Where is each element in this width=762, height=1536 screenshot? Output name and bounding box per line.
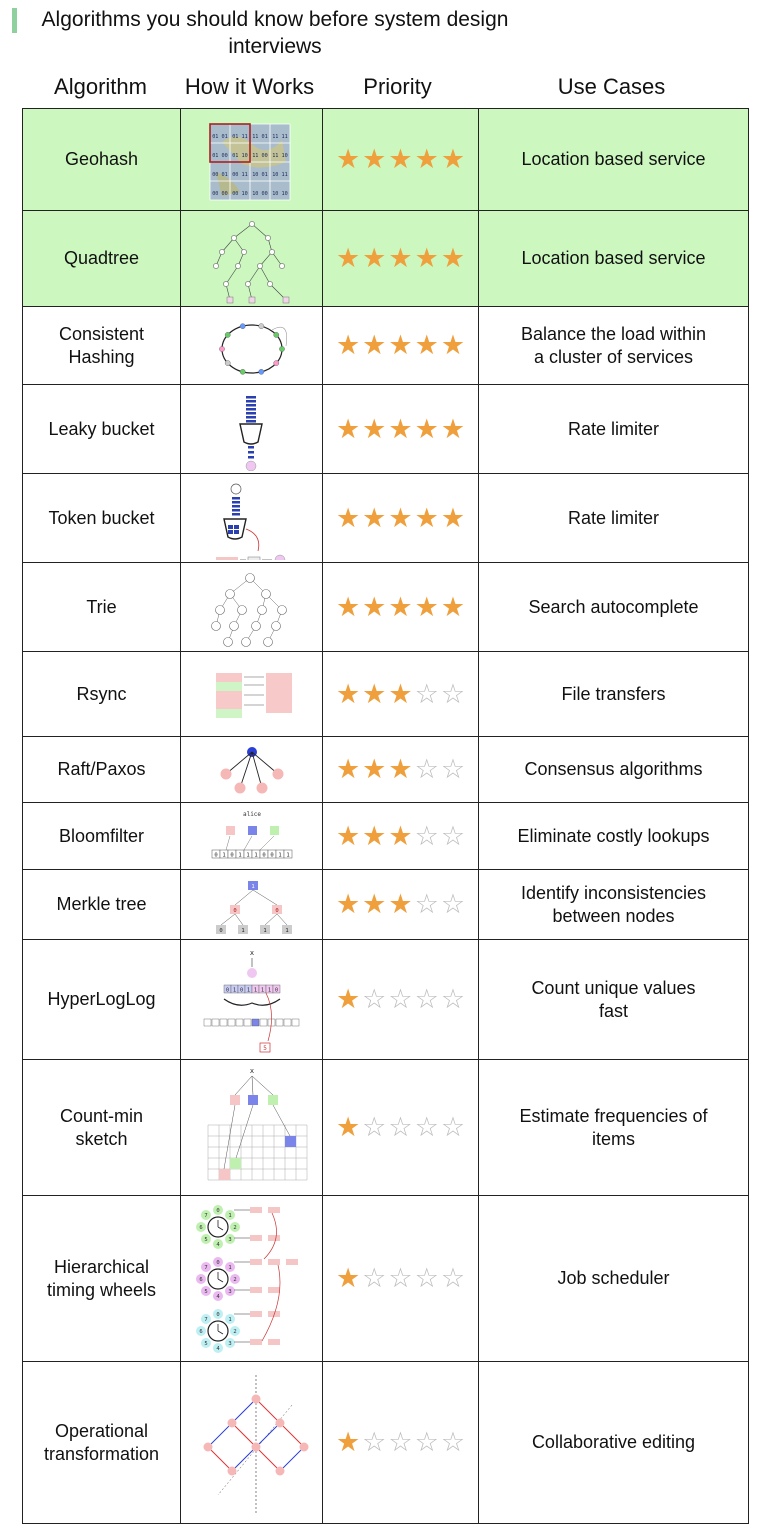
table-row	[23, 940, 749, 1060]
algorithm-name: Leaky bucket	[23, 385, 181, 474]
use-case: Collaborative editing	[479, 1362, 749, 1524]
how-it-works-cell	[181, 385, 323, 474]
svg-text:x: x	[249, 948, 254, 957]
svg-text:3: 3	[227, 1236, 232, 1243]
how-it-works-cell	[181, 563, 323, 652]
star-empty-icon: ☆	[388, 1427, 413, 1457]
star-filled-icon: ★	[362, 502, 387, 533]
star-empty-icon: ☆	[388, 984, 413, 1014]
svg-text:1: 1	[284, 927, 289, 934]
table-row	[23, 1362, 749, 1524]
algorithm-name: Trie	[23, 563, 181, 652]
star-filled-icon: ★	[440, 243, 466, 273]
how-it-works-cell	[181, 1196, 323, 1362]
table-row	[23, 563, 749, 652]
algorithm-name: Count-min sketch	[23, 1060, 181, 1196]
use-case: Rate limiter	[479, 474, 749, 563]
star-filled-icon: ★	[335, 820, 361, 851]
svg-text:01 00: 01 00	[211, 152, 228, 159]
svg-text:00 11: 00 11	[231, 171, 248, 178]
priority-rating	[323, 591, 478, 622]
priority-cell	[323, 474, 479, 563]
priority-cell	[323, 803, 479, 870]
svg-text:00 10: 00 10	[231, 190, 248, 197]
star-empty-icon: ☆	[414, 984, 439, 1014]
header-use-cases: Use Cases	[557, 74, 666, 99]
operational-transformation-diagram	[182, 1365, 322, 1521]
star-filled-icon: ★	[388, 502, 413, 533]
svg-text:01 10: 01 10	[231, 152, 248, 159]
how-it-works-cell	[181, 1060, 323, 1196]
priority-rating	[323, 1265, 478, 1292]
hash-ring-diagram	[182, 310, 322, 382]
how-it-works-cell	[181, 211, 323, 307]
priority-rating	[323, 1114, 478, 1141]
star-filled-icon: ★	[388, 243, 413, 273]
priority-rating	[323, 820, 478, 851]
star-filled-icon: ★	[335, 984, 361, 1014]
star-filled-icon: ★	[388, 330, 413, 360]
hyperloglog-diagram	[182, 943, 322, 1057]
how-it-works-cell	[181, 940, 323, 1060]
svg-text:1: 1	[285, 852, 290, 858]
svg-text:1: 1	[237, 852, 242, 858]
how-it-works-cell	[181, 109, 323, 211]
algorithm-name: Merkle tree	[23, 870, 181, 940]
table-row	[23, 737, 749, 803]
table-row	[23, 803, 749, 870]
star-filled-icon: ★	[362, 889, 387, 919]
svg-text:11 10: 11 10	[271, 152, 288, 159]
use-case: Job scheduler	[479, 1196, 749, 1362]
star-empty-icon: ☆	[362, 1263, 387, 1293]
star-filled-icon: ★	[414, 330, 439, 360]
svg-text:10 10: 10 10	[271, 190, 288, 197]
star-empty-icon: ☆	[362, 984, 387, 1014]
svg-text:10 00: 10 00	[251, 190, 268, 197]
star-filled-icon: ★	[388, 754, 413, 784]
svg-text:10 01: 10 01	[251, 171, 268, 178]
svg-text:4: 4	[215, 1293, 220, 1300]
star-filled-icon: ★	[362, 243, 387, 273]
svg-text:7: 7	[203, 1264, 208, 1271]
use-case: Eliminate costly lookups	[479, 803, 749, 870]
svg-text:0: 0	[269, 852, 274, 858]
svg-text:1: 1	[277, 852, 282, 858]
star-empty-icon: ☆	[362, 1112, 387, 1142]
svg-text:5: 5	[203, 1236, 208, 1243]
algorithm-name: Geohash	[23, 109, 181, 211]
algorithm-name: Raft/Paxos	[23, 737, 181, 803]
star-empty-icon: ☆	[414, 1112, 439, 1142]
star-filled-icon: ★	[414, 144, 439, 174]
priority-rating	[323, 756, 478, 783]
priority-rating	[323, 986, 478, 1013]
table-row	[23, 474, 749, 563]
use-case: Estimate frequencies of items	[479, 1060, 749, 1196]
star-filled-icon: ★	[362, 678, 387, 709]
algorithm-name: Consistent Hashing	[23, 307, 181, 385]
merkle-tree-diagram	[182, 873, 322, 937]
svg-text:4: 4	[215, 1345, 220, 1352]
priority-rating	[323, 502, 478, 533]
table-row	[23, 652, 749, 737]
star-filled-icon: ★	[335, 144, 361, 174]
priority-cell	[323, 1196, 479, 1362]
star-empty-icon: ☆	[440, 1112, 466, 1142]
svg-text:7: 7	[203, 1316, 208, 1323]
priority-cell	[323, 385, 479, 474]
star-filled-icon: ★	[388, 678, 413, 709]
star-filled-icon: ★	[388, 144, 413, 174]
algorithm-name: Bloomfilter	[23, 803, 181, 870]
priority-rating	[323, 413, 478, 444]
algorithm-name: Quadtree	[23, 211, 181, 307]
svg-text:6: 6	[198, 1224, 203, 1231]
geohash-grid-diagram	[182, 112, 322, 208]
svg-text:1: 1	[240, 927, 245, 934]
priority-rating	[323, 146, 478, 173]
star-empty-icon: ☆	[440, 1263, 466, 1293]
star-filled-icon: ★	[335, 330, 361, 360]
svg-text:01 11: 01 11	[231, 133, 248, 140]
svg-text:5: 5	[203, 1288, 208, 1295]
star-filled-icon: ★	[362, 144, 387, 174]
svg-text:1: 1	[246, 987, 250, 993]
star-filled-icon: ★	[362, 591, 387, 622]
star-filled-icon: ★	[335, 1112, 361, 1142]
priority-rating	[323, 1429, 478, 1456]
trie-diagram	[182, 566, 322, 649]
algorithm-table	[22, 108, 749, 1524]
svg-text:1: 1	[253, 852, 258, 858]
star-empty-icon: ☆	[414, 1427, 439, 1457]
table-row	[23, 307, 749, 385]
how-it-works-cell	[181, 803, 323, 870]
svg-text:6: 6	[198, 1276, 203, 1283]
algorithm-name: Operational transformation	[23, 1362, 181, 1524]
svg-text:2: 2	[232, 1224, 237, 1231]
leaky-bucket-diagram	[182, 388, 322, 471]
count-min-sketch-diagram	[182, 1063, 322, 1193]
svg-text:0: 0	[261, 852, 266, 858]
svg-text:1: 1	[260, 987, 264, 993]
svg-text:11 01: 11 01	[251, 133, 268, 140]
star-filled-icon: ★	[362, 413, 387, 444]
svg-text:0: 0	[274, 987, 278, 993]
star-filled-icon: ★	[335, 1263, 361, 1293]
star-empty-icon: ☆	[414, 889, 439, 919]
use-case: Location based service	[479, 109, 749, 211]
star-filled-icon: ★	[335, 243, 361, 273]
svg-text:0: 0	[215, 1259, 220, 1266]
title-accent-bar	[12, 8, 17, 33]
header-priority: Priority	[363, 74, 432, 99]
star-filled-icon: ★	[388, 889, 413, 919]
header-how-it-works: How it Works	[184, 74, 315, 99]
svg-text:0: 0	[218, 927, 223, 934]
star-filled-icon: ★	[440, 591, 466, 622]
star-empty-icon: ☆	[414, 678, 439, 709]
svg-text:0: 0	[229, 852, 234, 858]
svg-text:1: 1	[253, 987, 257, 993]
star-empty-icon: ☆	[440, 889, 466, 919]
how-it-works-cell	[181, 652, 323, 737]
table-row	[23, 109, 749, 211]
use-case: Count unique values fast	[479, 940, 749, 1060]
table-row	[23, 1196, 749, 1362]
star-filled-icon: ★	[335, 413, 361, 444]
table-row	[23, 870, 749, 940]
star-filled-icon: ★	[335, 889, 361, 919]
header-algorithm: Algorithm	[54, 74, 147, 99]
svg-text:0: 0	[215, 1311, 220, 1318]
how-it-works-cell	[181, 474, 323, 563]
priority-rating	[323, 891, 478, 918]
svg-text:00 01: 00 01	[211, 171, 228, 178]
svg-text:5: 5	[203, 1340, 208, 1347]
priority-cell	[323, 1060, 479, 1196]
table-row	[23, 1060, 749, 1196]
svg-text:1: 1	[262, 927, 267, 934]
svg-text:0: 0	[232, 907, 237, 914]
algorithm-name: Rsync	[23, 652, 181, 737]
star-filled-icon: ★	[440, 144, 466, 174]
svg-text:1: 1	[221, 852, 226, 858]
svg-text:4: 4	[215, 1241, 220, 1248]
svg-text:0: 0	[225, 987, 229, 993]
svg-text:01 01: 01 01	[211, 133, 228, 140]
star-filled-icon: ★	[414, 591, 439, 622]
star-filled-icon: ★	[414, 502, 439, 533]
svg-text:10 11: 10 11	[271, 171, 288, 178]
svg-text:1: 1	[227, 1264, 232, 1271]
star-filled-icon: ★	[414, 243, 439, 273]
use-case: Search autocomplete	[479, 563, 749, 652]
timing-wheels-diagram	[182, 1199, 322, 1359]
star-filled-icon: ★	[388, 820, 413, 851]
star-filled-icon: ★	[335, 754, 361, 784]
svg-text:1: 1	[232, 987, 236, 993]
star-filled-icon: ★	[335, 678, 361, 709]
svg-text:00 00: 00 00	[211, 190, 228, 197]
priority-rating	[323, 245, 478, 272]
svg-text:11 00: 11 00	[251, 152, 268, 159]
star-filled-icon: ★	[440, 413, 466, 444]
star-filled-icon: ★	[362, 330, 387, 360]
star-empty-icon: ☆	[388, 1263, 413, 1293]
star-filled-icon: ★	[335, 1427, 361, 1457]
algorithm-name: HyperLogLog	[23, 940, 181, 1060]
use-case: Consensus algorithms	[479, 737, 749, 803]
svg-text:1: 1	[267, 987, 271, 993]
star-empty-icon: ☆	[440, 984, 466, 1014]
star-empty-icon: ☆	[362, 1427, 387, 1457]
priority-cell	[323, 563, 479, 652]
priority-cell	[323, 652, 479, 737]
raft-diagram	[182, 740, 322, 800]
star-empty-icon: ☆	[440, 678, 466, 709]
svg-text:alice: alice	[242, 810, 261, 818]
svg-text:3: 3	[227, 1288, 232, 1295]
svg-text:0: 0	[274, 907, 279, 914]
svg-text:1: 1	[227, 1212, 232, 1219]
use-case: File transfers	[479, 652, 749, 737]
bloomfilter-diagram	[182, 806, 322, 867]
quadtree-diagram	[182, 214, 322, 304]
column-headers	[22, 70, 748, 106]
svg-text:11 11: 11 11	[271, 133, 288, 140]
priority-cell	[323, 1362, 479, 1524]
priority-cell	[323, 737, 479, 803]
svg-text:0: 0	[213, 852, 218, 858]
svg-text:1: 1	[227, 1316, 232, 1323]
how-it-works-cell	[181, 1362, 323, 1524]
priority-cell	[323, 109, 479, 211]
svg-text:2: 2	[232, 1328, 237, 1335]
use-case: Location based service	[479, 211, 749, 307]
svg-text:0: 0	[239, 987, 243, 993]
star-empty-icon: ☆	[388, 1112, 413, 1142]
svg-text:1: 1	[245, 852, 250, 858]
star-empty-icon: ☆	[414, 754, 439, 784]
svg-text:6: 6	[198, 1328, 203, 1335]
star-filled-icon: ★	[362, 754, 387, 784]
star-filled-icon: ★	[414, 413, 439, 444]
svg-text:7: 7	[203, 1212, 208, 1219]
priority-cell	[323, 940, 479, 1060]
how-it-works-cell	[181, 870, 323, 940]
table-row	[23, 385, 749, 474]
star-filled-icon: ★	[388, 413, 413, 444]
how-it-works-cell	[181, 737, 323, 803]
how-it-works-cell	[181, 307, 323, 385]
priority-cell	[323, 211, 479, 307]
star-empty-icon: ☆	[440, 820, 466, 851]
rsync-diagram	[182, 655, 322, 734]
svg-text:1: 1	[250, 883, 255, 890]
star-filled-icon: ★	[388, 591, 413, 622]
page-title: Algorithms you should know before system design interviews	[41, 8, 509, 58]
token-bucket-diagram	[182, 477, 322, 560]
star-filled-icon: ★	[440, 502, 466, 533]
priority-rating	[323, 332, 478, 359]
star-filled-icon: ★	[362, 820, 387, 851]
svg-text:5: 5	[262, 1044, 267, 1052]
svg-text:2: 2	[232, 1276, 237, 1283]
priority-cell	[323, 307, 479, 385]
star-empty-icon: ☆	[440, 754, 466, 784]
priority-cell	[323, 870, 479, 940]
use-case: Rate limiter	[479, 385, 749, 474]
svg-text:x: x	[249, 1066, 254, 1075]
algorithm-name: Token bucket	[23, 474, 181, 563]
algorithm-name: Hierarchical timing wheels	[23, 1196, 181, 1362]
star-empty-icon: ☆	[414, 1263, 439, 1293]
star-empty-icon: ☆	[414, 820, 439, 851]
priority-rating	[323, 678, 478, 709]
use-case: Identify inconsistencies between nodes	[479, 870, 749, 940]
star-empty-icon: ☆	[440, 1427, 466, 1457]
star-filled-icon: ★	[440, 330, 466, 360]
table-row	[23, 211, 749, 307]
star-filled-icon: ★	[335, 591, 361, 622]
star-filled-icon: ★	[335, 502, 361, 533]
use-case: Balance the load within a cluster of services	[479, 307, 749, 385]
svg-text:3: 3	[227, 1340, 232, 1347]
svg-text:0: 0	[215, 1207, 220, 1214]
